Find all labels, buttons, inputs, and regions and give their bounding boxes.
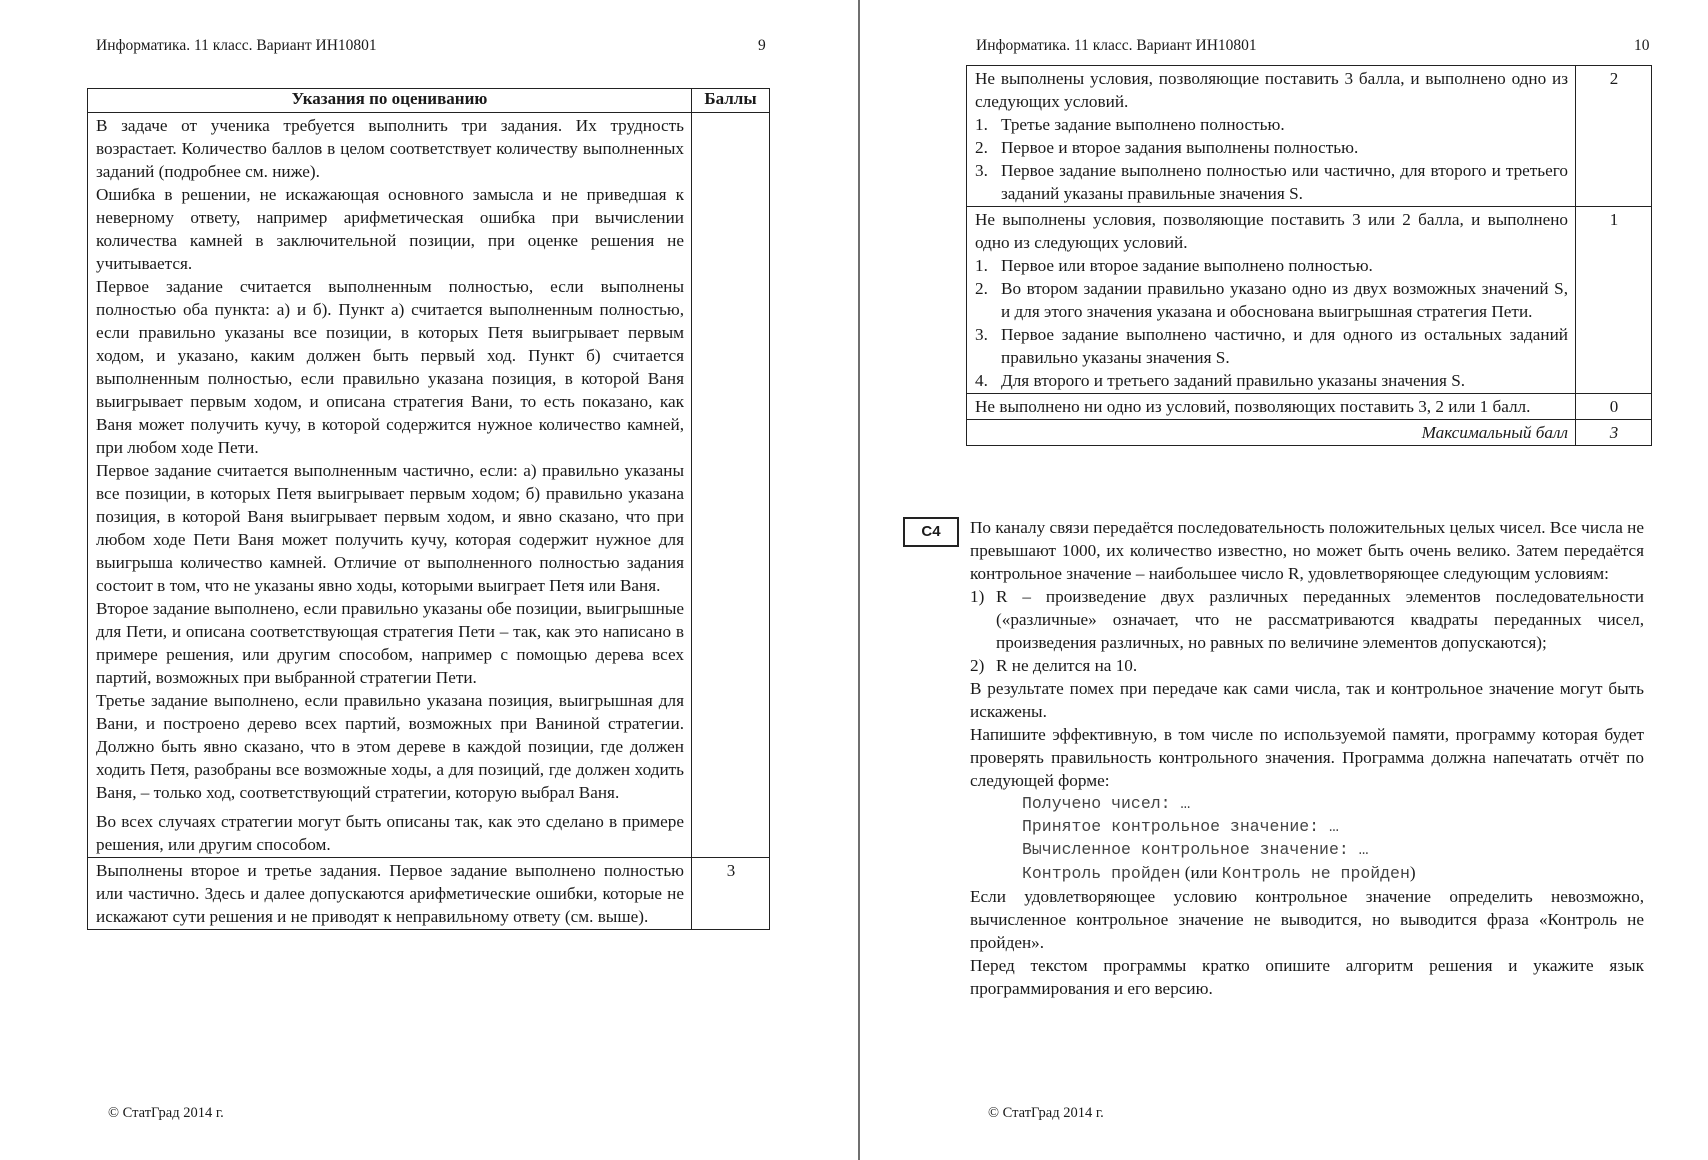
points-cell: 0 <box>1576 394 1652 420</box>
paragraph: Первое задание считается выполненным полностью, если выполнены полностью оба пункта: а) и б). Пункт а) считается выполненным полностью, если правильно указаны все позиции, в которых Петя выигрывает первым ходом, и указано, каким должен быть первый ход. Пункт б) считается выполненным полностью, если правильно указана позиция, в которой Ваня выигрывает первым ходом, и описана стратегия Вани, то есть показано, как Ваня может получить кучу, в которой содержится нужное количество камней, при любом ходе Пети. <box>96 277 684 457</box>
right-page-footer: © СтатГрад 2014 г. <box>988 1105 1104 1121</box>
max-score-label: Максимальный балл <box>967 420 1576 446</box>
right-page-number: 10 <box>1634 37 1650 54</box>
output-format <box>970 792 1644 885</box>
task-paragraph: По каналу связи передаётся последовательность положительных целых чисел. Все числа не превышают 1000, их количество известно, но может быть очень велико. Затем передаётся контрольное значение – наибольшее число R, удовлетворяющее следующим условиям: <box>970 518 1644 583</box>
max-score-row <box>967 420 1652 446</box>
task-paragraph: Перед текстом программы кратко опишите алгоритм решения и укажите язык программирования и его версию. <box>970 956 1644 998</box>
criteria-cell <box>967 66 1576 207</box>
list-item: 1. Первое или второе задание выполнено полностью. <box>975 256 1373 275</box>
criteria-cell: Выполнены второе и третье задания. Первое задание выполнено полностью или частично. Здесь и далее допускаются арифметические ошибки, которые не искажают сути решения и не приводят к неправильному ответу (см. выше). <box>88 858 692 930</box>
points-cell <box>692 113 770 858</box>
table-row <box>88 858 770 930</box>
points-cell: 2 <box>1576 66 1652 207</box>
paragraph: В задаче от ученика требуется выполнить три задания. Их трудность возрастает. Количество баллов в целом соответствует количеству выполненных заданий (подробнее см. ниже). <box>96 116 684 181</box>
paragraph: Второе задание выполнено, если правильно указаны обе позиции, выигрышные для Пети, и описана соответствующая стратегия Пети – так, как это написано в примере решения, или другим способом, например с помощью дерева всех партий, возможных при выбранной стратегии Пети. <box>96 599 684 687</box>
paragraph: Ошибка в решении, не искажающая основного замысла и не приведшая к неверному ответу, например арифметическая ошибка при вычислении количества камней в заключительной позиции, при оценке решения не учитывается. <box>96 185 684 273</box>
list-item: 2. Во втором задании правильно указано одно из двух возможных значений S, и для этого значения указана и обоснована выигрышная стратегия Пети. <box>975 279 1568 321</box>
conditions-list <box>975 254 1568 392</box>
paragraph: Третье задание выполнено, если правильно указана позиция, выигрышная для Вани, и построено дерево всех партий, возможных при Ваниной стратегии. Должно быть явно сказано, что в этом дереве в каждой позиции, где должен ходить Петя, разобраны все возможные ходы, а для позиций, где должен ходить Ваня, – только ход, соответствующий стратегии, которую выбрал Ваня. <box>96 691 684 802</box>
task-c4 <box>970 516 1644 1000</box>
list-item: 4. Для второго и третьего заданий правильно указаны значения S. <box>975 371 1466 390</box>
criteria-cell: Не выполнено ни одно из условий, позволяющих поставить 3, 2 или 1 балл. <box>967 394 1576 420</box>
points-cell: 3 <box>692 858 770 930</box>
list-item: 1. Третье задание выполнено полностью. <box>975 115 1285 134</box>
left-page-header: Информатика. 11 класс. Вариант ИН10801 <box>96 37 377 54</box>
task-paragraph: Напишите эффективную, в том числе по используемой памяти, программу которая будет проверять правильность контрольного значения. Программа должна напечатать отчёт по следующей форме: <box>970 725 1644 790</box>
output-line: Контроль пройден (или Контроль не пройден) <box>1022 863 1416 883</box>
column-header-points: Баллы <box>692 89 770 113</box>
table-row <box>967 394 1652 420</box>
task-conditions <box>970 585 1644 677</box>
scoring-table-left <box>87 88 770 930</box>
list-item: 2. Первое и второе задания выполнены полностью. <box>975 138 1359 157</box>
table-row <box>967 207 1652 394</box>
list-item: 1) R – произведение двух различных переданных элементов последовательности («различные» означает, что не рассматриваются квадраты переданных чисел, произведения различных, но равных по величине элементов допускаются); <box>970 587 1644 652</box>
scoring-table-right <box>966 65 1652 446</box>
table-header-row <box>88 89 770 113</box>
max-score-value: 3 <box>1576 420 1652 446</box>
output-line: Вычисленное контрольное значение: … <box>1022 840 1369 859</box>
right-page-header: Информатика. 11 класс. Вариант ИН10801 <box>976 37 1257 54</box>
table-row <box>967 66 1652 207</box>
left-page-number: 9 <box>758 37 766 54</box>
table-row <box>88 113 770 858</box>
task-paragraph: В результате помех при передаче как сами числа, так и контрольное значение могут быть искажены. <box>970 679 1644 721</box>
column-header-criteria: Указания по оцениванию <box>88 89 692 113</box>
paragraph: Первое задание считается выполненным частично, если: а) правильно указаны все позиции, в которых Петя выигрывает первым ходом; б) правильно указана позиция, в которой Ваня выигрывает первым ходом, и явно сказано, что при любом ходе Пети Ваня может получить кучу, которая содержит нужное для выигрыша количество камней. Отличие от выполненного полностью задания состоит в том, что не указаны явно ходы, которыми выиграет Петя или Ваня. <box>96 461 684 595</box>
row-intro: Не выполнены условия, позволяющие поставить 3 или 2 балла, и выполнено одно из следующих условий. <box>975 210 1568 252</box>
left-page-footer: © СтатГрад 2014 г. <box>108 1105 224 1121</box>
criteria-cell <box>967 207 1576 394</box>
paragraph: Во всех случаях стратегии могут быть описаны так, как это сделано в примере решения, или другим способом. <box>96 812 684 854</box>
list-item: 3. Первое задание выполнено частично, и для одного из остальных заданий правильно указаны значения S. <box>975 325 1568 367</box>
list-item: 2) R не делится на 10. <box>970 656 1138 675</box>
output-line: Принятое контрольное значение: … <box>1022 817 1339 836</box>
points-cell: 1 <box>1576 207 1652 394</box>
task-paragraph: Если удовлетворяющее условию контрольное значение определить невозможно, вычисленное контрольное значение не выводится, но выводится фраза «Контроль не пройден». <box>970 887 1644 952</box>
row-intro: Не выполнены условия, позволяющие поставить 3 балла, и выполнено одно из следующих условий. <box>975 69 1568 111</box>
list-item: 3. Первое задание выполнено полностью или частично, для второго и третьего заданий указаны правильные значения S. <box>975 161 1568 203</box>
conditions-list <box>975 113 1568 205</box>
task-label: C4 <box>903 517 959 547</box>
output-line: Получено чисел: … <box>1022 794 1191 813</box>
criteria-cell <box>88 113 692 858</box>
